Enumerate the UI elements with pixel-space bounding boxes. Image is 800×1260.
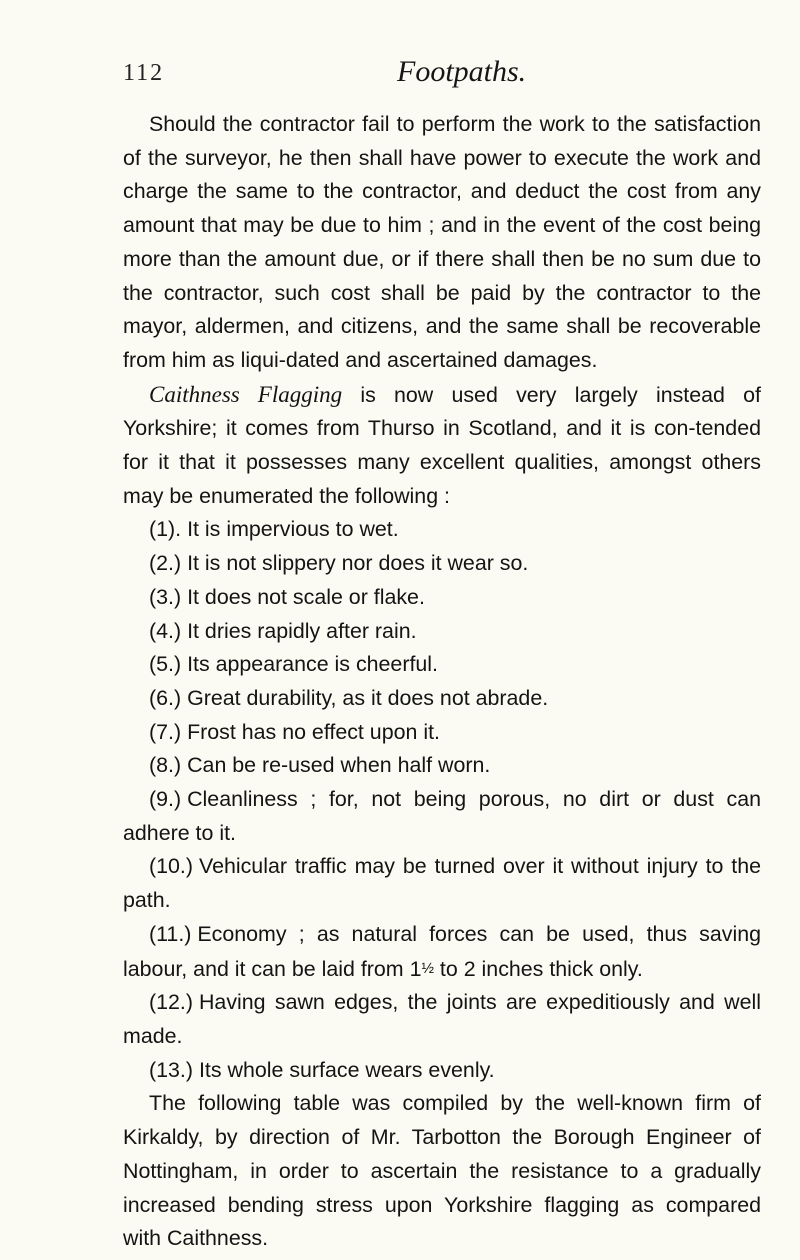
item-number: (9.) [149, 787, 182, 812]
paragraph-caithness [123, 378, 761, 514]
list-item [123, 682, 761, 716]
page-header [123, 55, 763, 100]
item-text: It is not slippery nor does it wear so. [187, 551, 529, 576]
item-text: Its whole surface wears evenly. [198, 1057, 495, 1082]
list-item [123, 850, 761, 917]
list-item [123, 918, 761, 986]
item-text: Having sawn edges, the joints are expeditiously and well made. [123, 990, 761, 1048]
item-text: Economy ; as natural forces can be used, thus saving labour, and it can be laid from 1 [123, 921, 761, 981]
list-item [123, 986, 761, 1053]
list-item [123, 513, 761, 547]
list-item [123, 615, 761, 649]
page-number: 112 [123, 60, 165, 86]
item-text: It does not scale or flake. [187, 584, 425, 609]
list-item [123, 547, 761, 581]
item-number: (12.) [149, 990, 193, 1015]
item-text: Vehicular traffic may be turned over it without injury to the path. [123, 854, 761, 913]
list-item [123, 648, 761, 682]
item-number: (2.) [149, 551, 182, 576]
item-number: (10.) [149, 854, 193, 879]
item-number: (1). [149, 517, 182, 542]
item-text: It dries rapidly after rain. [187, 618, 417, 643]
paragraph-caithness-text: is now used very largely instead of Yorkshire; it comes from Thurso in Scotland, and it is con-tended for it that it possesses many excellent qualities, amongst others may be enumerated the following : [123, 382, 761, 508]
list-item [123, 1054, 761, 1088]
item-text: It is impervious to wet. [187, 517, 399, 542]
item-text: Great durability, as it does not abrade. [187, 685, 549, 710]
item-text: Frost has no effect upon it. [187, 719, 440, 744]
item-number: (4.) [149, 618, 182, 643]
item-number: (3.) [149, 584, 182, 609]
list-item [123, 716, 761, 750]
item-number: (6.) [149, 685, 182, 710]
paragraph-contractor: Should the contractor fail to perform the work to the satisfaction of the surveyor, he then shall have power to execute the work and charge the same to the contractor, and deduct the cost from any amount that may be due to him ; and in the event of the cost being more than the amount due, or if there shall then be no sum due to the contractor, such cost shall be paid by the contractor to the mayor, aldermen, and citizens, and the same shall be recoverable from him as liqui-dated and ascertained damages. [123, 112, 761, 372]
list-item [123, 749, 761, 783]
paragraph-table-intro: The following table was compiled by the well-known firm of Kirkaldy, by direction of Mr. Tarbotton the Borough Engineer of Nottingham, in order to ascertain the resistance to a gradually increased bending stress upon Yorkshire flagging as compared with Caithness. [123, 1091, 761, 1251]
caithness-flagging-term: Caithness Flagging [149, 381, 343, 407]
item-number: (13.) [149, 1057, 193, 1082]
item-number: (11.) [149, 921, 192, 946]
item-number: (5.) [149, 652, 182, 677]
item-number: (8.) [149, 753, 182, 778]
item-number: (7.) [149, 719, 182, 744]
item-text: Cleanliness ; for, not being porous, no dirt or dust can adhere to it. [123, 787, 761, 845]
running-head: Footpaths. [397, 55, 527, 88]
list-item [123, 783, 761, 850]
list-item [123, 581, 761, 615]
item-text-continued: to 2 inches thick only. [433, 956, 643, 981]
item-text: Its appearance is cheerful. [187, 652, 438, 677]
item-text: Can be re-used when half worn. [187, 753, 491, 778]
fraction-half: ½ [421, 959, 434, 977]
body-text [123, 108, 761, 1256]
